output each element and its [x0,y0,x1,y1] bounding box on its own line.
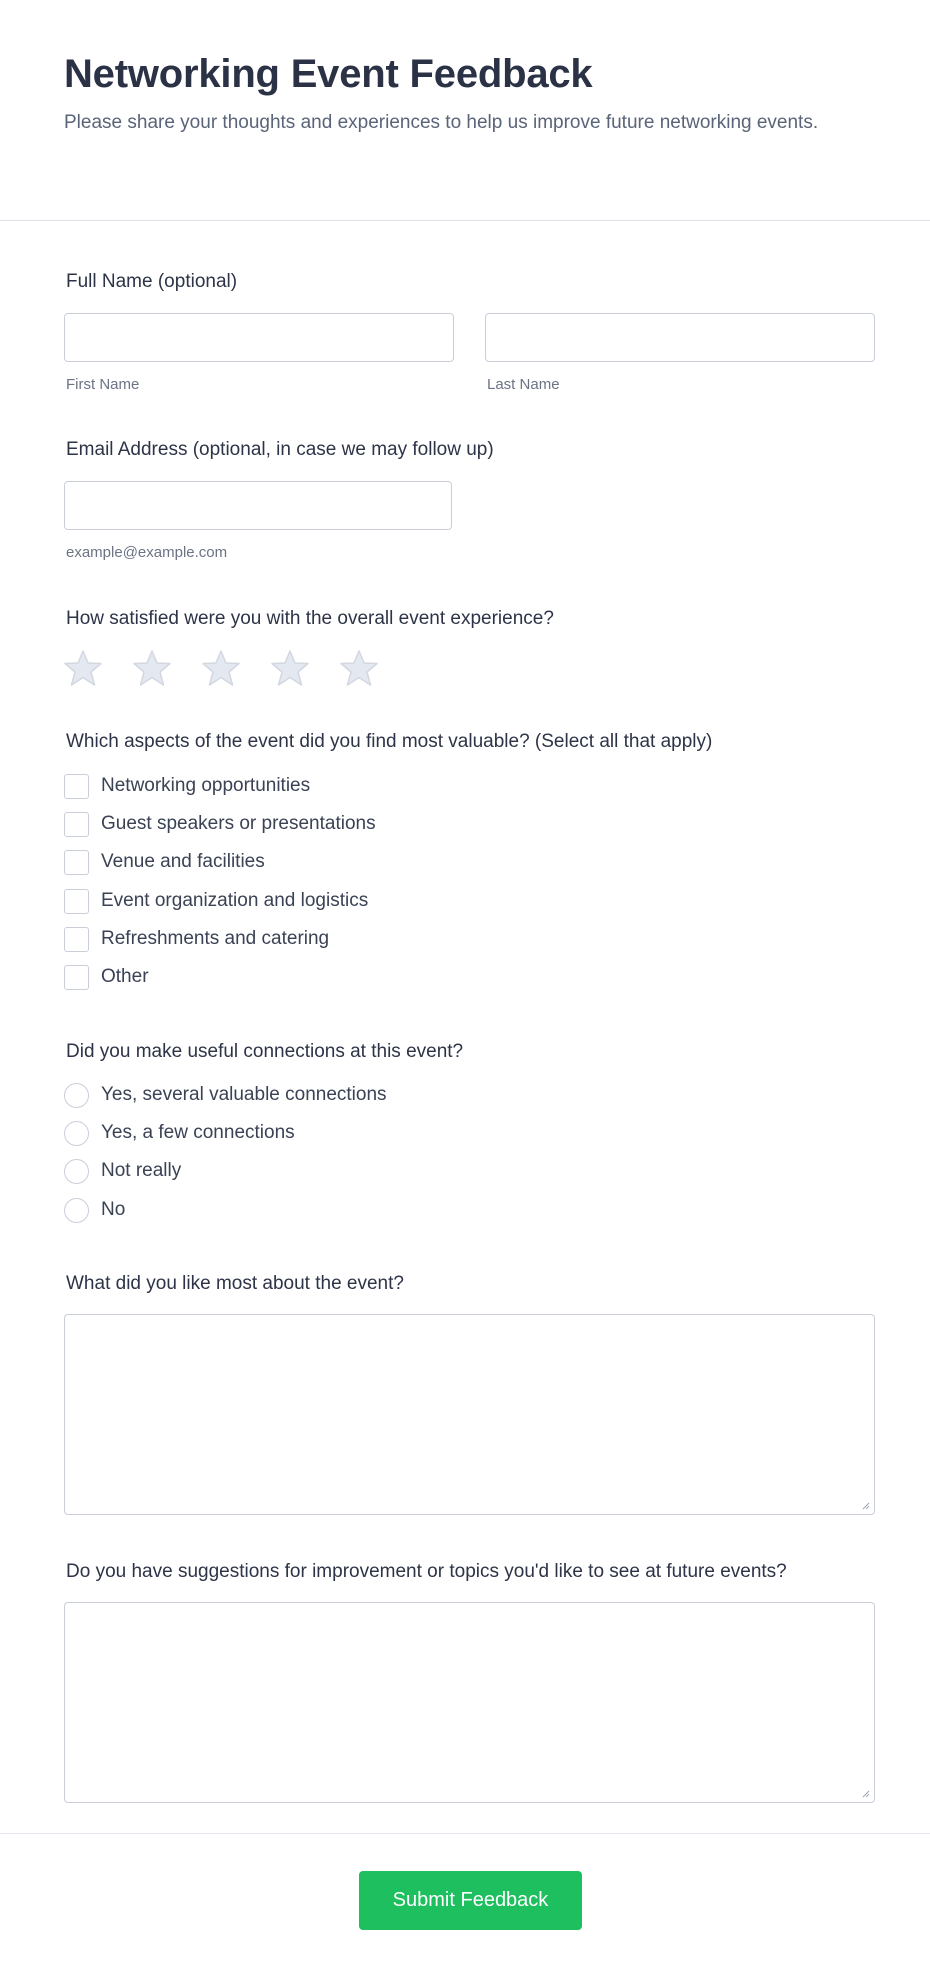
satisfaction-label: How satisfied were you with the overall event experience? [66,608,554,629]
resize-handle-icon[interactable] [860,1500,870,1510]
radio-button[interactable] [64,1159,89,1184]
radio-option[interactable] [64,1158,181,1184]
checkbox-option[interactable] [64,888,368,914]
star-icon[interactable] [339,648,379,688]
first-name-input[interactable] [64,313,454,362]
submit-feedback-button[interactable]: Submit Feedback [359,1871,582,1930]
radio-button[interactable] [64,1121,89,1146]
checkbox-option[interactable] [64,773,310,799]
radio-option[interactable] [64,1082,387,1108]
radio-label: Yes, a few connections [101,1122,295,1143]
star-icon[interactable] [132,648,172,688]
checkbox[interactable] [64,850,89,875]
star-icon[interactable] [270,648,310,688]
checkbox-option[interactable] [64,849,265,875]
email-label: Email Address (optional, in case we may follow up) [66,439,494,460]
checkbox-label: Other [101,966,149,987]
checkbox-label: Guest speakers or presentations [101,813,376,834]
checkbox[interactable] [64,774,89,799]
checkbox-label: Venue and facilities [101,851,265,872]
page-subtitle: Please share your thoughts and experiences to help us improve future networking events. [64,112,819,133]
checkbox-label: Refreshments and catering [101,928,330,949]
checkbox[interactable] [64,889,89,914]
last-name-input[interactable] [485,313,875,362]
radio-label: Not really [101,1160,182,1181]
radio-label: No [101,1199,126,1220]
valuable-aspects-label: Which aspects of the event did you find most valuable? (Select all that apply) [66,731,713,752]
checkbox-label: Event organization and logistics [101,890,369,911]
star-icon[interactable] [63,648,103,688]
resize-handle-icon[interactable] [860,1788,870,1798]
last-name-sublabel: Last Name [487,376,560,393]
checkbox[interactable] [64,812,89,837]
liked-most-textarea[interactable] [64,1314,875,1515]
checkbox-label: Networking opportunities [101,775,311,796]
footer-divider [0,1833,930,1834]
checkbox-option[interactable] [64,926,329,952]
star-icon[interactable] [201,648,241,688]
checkbox[interactable] [64,965,89,990]
page-title: Networking Event Feedback [64,52,593,96]
full-name-label: Full Name (optional) [66,271,238,292]
star-rating [63,648,379,688]
suggestions-label: Do you have suggestions for improvement or topics you'd like to see at future events? [66,1561,787,1582]
checkbox-option[interactable] [64,811,376,837]
first-name-sublabel: First Name [66,376,140,393]
header-divider [0,220,930,221]
email-helper: example@example.com [66,544,228,561]
radio-label: Yes, several valuable connections [101,1084,387,1105]
liked-most-label: What did you like most about the event? [66,1273,404,1294]
radio-button[interactable] [64,1083,89,1108]
checkbox[interactable] [64,927,89,952]
email-input[interactable] [64,481,452,530]
connections-label: Did you make useful connections at this event? [66,1041,464,1062]
checkbox-option[interactable] [64,964,149,990]
radio-button[interactable] [64,1198,89,1223]
suggestions-textarea[interactable] [64,1602,875,1803]
radio-option[interactable] [64,1197,125,1223]
radio-option[interactable] [64,1120,295,1146]
